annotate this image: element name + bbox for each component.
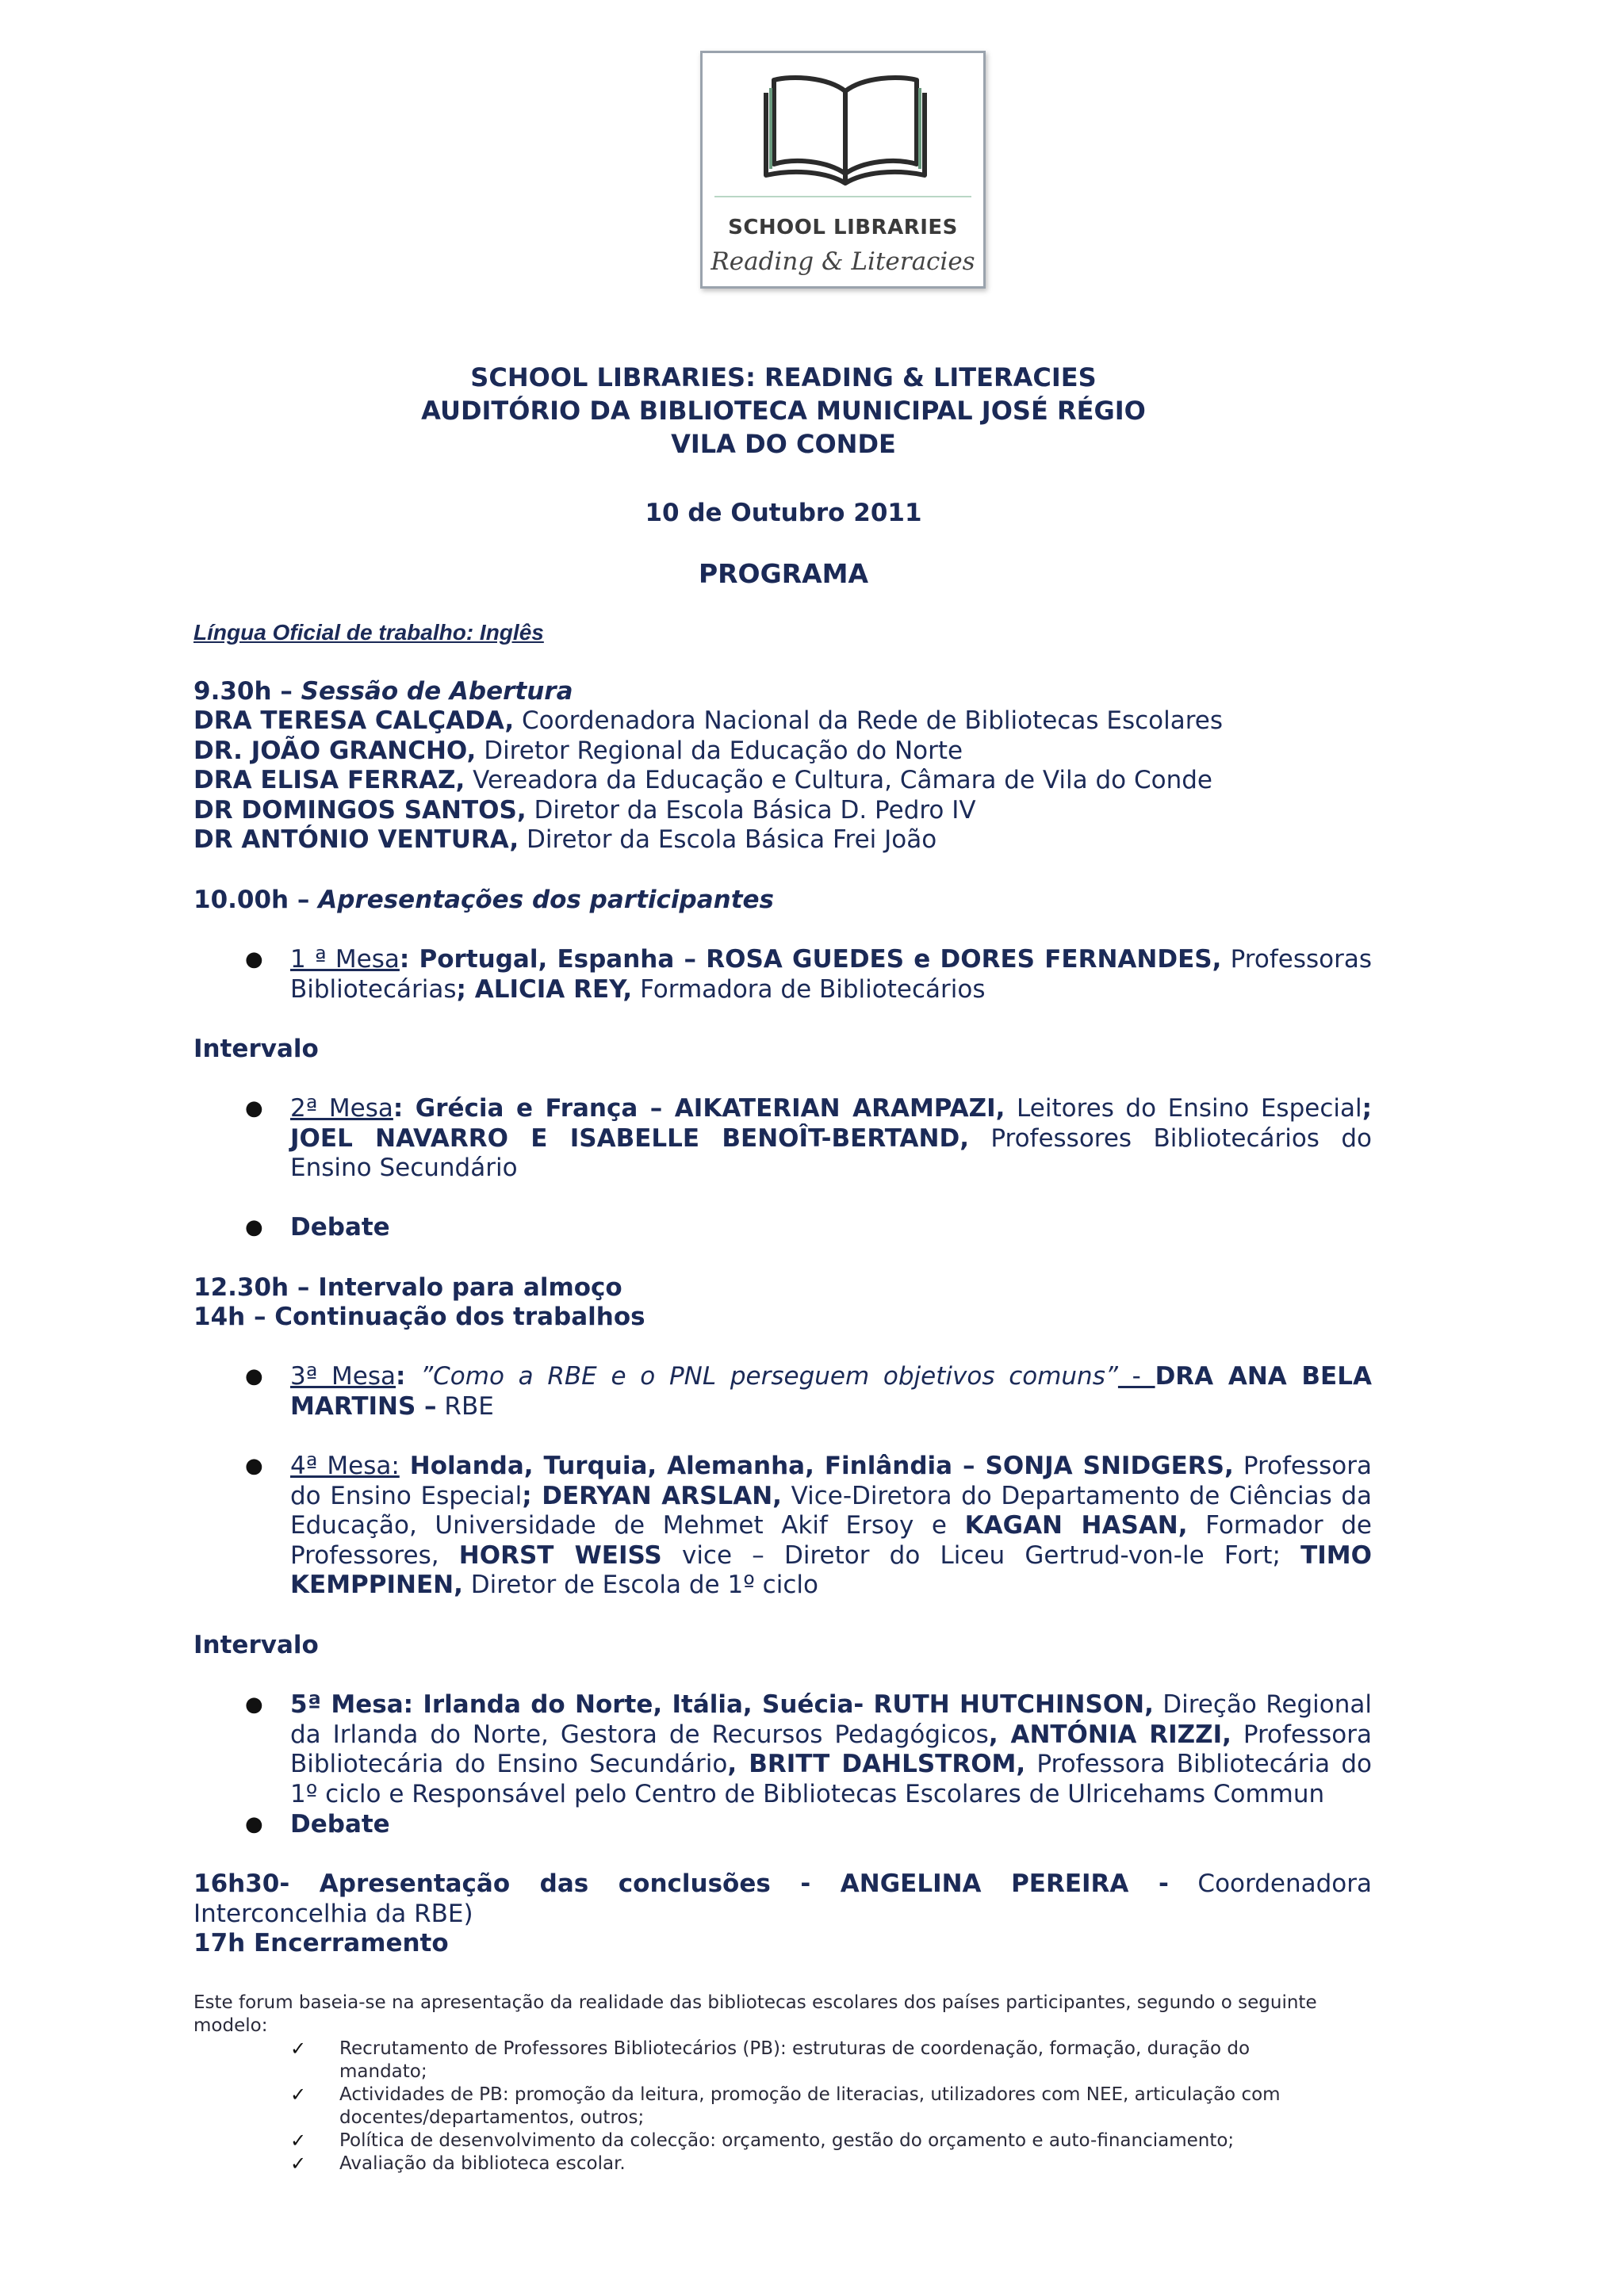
footer-intro: modelo: [193,2015,268,2036]
mesa-text: HORST WEISS [458,1540,662,1570]
mesa-3-item [290,1362,1372,1422]
mesa-text: Ensino Secundário [290,1154,518,1183]
footer-intro: Este forum baseia-se na apresentação da realidade das bibliotecas escolares dos países participantes, segundo o seguinte [193,1992,1317,2013]
mesa-text: Bibliotecárias [290,974,457,1004]
bullet-icon: ● [245,1215,263,1239]
mesa-text: Professores Bibliotecários do [968,1123,1372,1153]
checkmark-icon: ✓ [290,2038,307,2060]
mesa-text: Formadora de Bibliotecários [632,974,986,1004]
mesa-text: JOEL NAVARRO E ISABELLE BENOÎT-BERTAND, [290,1123,969,1153]
mesa-text: Professores, [290,1540,459,1570]
footer-list-item: Política de desenvolvimento da colecção: orçamento, gestão do orçamento e auto-financiamento; [339,2130,1235,2151]
bullet-icon: ● [245,1096,263,1120]
opening-speaker [193,766,1212,796]
footer-list-item: Actividades de PB: promoção da leitura, promoção de literacias, utilizadores com NEE, articulação com [339,2084,1281,2105]
conclusions-text: Interconcelhia da RBE) [193,1899,473,1928]
mesa-text: - [1117,1362,1155,1391]
logo-title: SCHOOL LIBRARIES [728,216,958,239]
opening-speaker [193,796,976,826]
school-libraries-logo [700,51,986,289]
interval-label: Intervalo [193,1631,319,1659]
mesa-label: 3ª Mesa [290,1362,396,1391]
mesa-text: Professora Bibliotecária do [1025,1750,1372,1779]
mesa-label: 4ª Mesa: [290,1452,400,1480]
event-title: SCHOOL LIBRARIES: READING & LITERACIES [470,362,1097,392]
mesa-text: ; [1362,1094,1372,1123]
speaker-name: DRA TERESA CALÇADA, [193,706,515,735]
interval-label: Intervalo [193,1035,319,1063]
speaker-role: Vereadora da Educação e Cultura, Câmara de Vila do Conde [465,766,1212,794]
mesa-text: KEMPPINEN, [290,1571,463,1600]
checkmark-icon: ✓ [290,2152,307,2175]
mesa-text: vice – Diretor do Liceu Gertrud-von-le Fort; [661,1540,1301,1570]
mesa-text: Professora [1233,1452,1372,1480]
conclusions-text: 16h30- Apresentação das conclusões - ANGELINA PEREIRA - [193,1869,1169,1898]
footer-list-item: Avaliação da biblioteca escolar. [339,2153,626,2174]
mesa-text: KAGAN HASAN, [964,1511,1188,1540]
mesa-text: Leitores do Ensino Especial [1005,1094,1362,1123]
event-date: 10 de Outubro 2011 [645,499,922,527]
mesa-text: Bibliotecária do Ensino Secundário [290,1750,728,1779]
mesa-text: Professora [1231,1720,1373,1749]
opening-title: Sessão de Abertura [301,677,573,706]
mesa-text: Holanda, Turquia, Alemanha, Finlândia – SONJA SNIDGERS, [399,1452,1234,1480]
mesa-text: , ANTÓNIA RIZZI, [988,1720,1231,1749]
bullet-icon: ● [245,947,263,971]
presentations-time: 10.00h – [193,886,319,914]
speaker-role: Diretor da Escola Básica D. Pedro IV [526,796,976,825]
mesa-4-item [290,1452,1372,1601]
closing-item: 17h Encerramento [193,1929,449,1957]
speaker-role: Diretor da Escola Básica Frei João [519,825,937,854]
bullet-icon: ● [245,1364,263,1388]
debate-item: Debate [290,1213,390,1242]
speaker-role: Coordenadora Nacional da Rede de Bibliotecas Escolares [514,706,1223,735]
mesa-text: ; ALICIA REY, [456,974,633,1004]
mesa-text: MARTINS – [290,1391,437,1421]
debate-item: Debate [290,1810,390,1839]
venue-title: AUDITÓRIO DA BIBLIOTECA MUNICIPAL JOSÉ RÉGIO [421,396,1146,426]
mesa-text: TIMO [1300,1540,1372,1570]
mesa-label: 2ª Mesa [290,1094,393,1123]
mesa-5-item [290,1690,1372,1809]
opening-speaker [193,737,963,767]
mesa-text: Direção Regional [1153,1690,1372,1719]
mesa-text: Educação, Universidade de Mehmet Akif Ersoy e [290,1511,965,1540]
presentations-title: Apresentações dos participantes [318,886,774,914]
footer-list-item: docentes/departamentos, outros; [339,2107,645,2128]
presentations-heading [193,886,774,916]
lunch-break: 12.30h – Intervalo para almoço [193,1273,622,1302]
mesa-quote: ”Como a RBE e o PNL perseguem objetivos comuns” [420,1362,1118,1391]
mesa-text: Formador de [1187,1511,1372,1540]
mesa-text: da Irlanda do Norte, Gestora de Recursos Pedagógicos [290,1720,989,1749]
bullet-icon: ● [245,1454,263,1478]
conclusions-text: Coordenadora [1168,1869,1372,1898]
checkmark-icon: ✓ [290,2084,307,2106]
footer-list-item: Recrutamento de Professores Bibliotecários (PB): estruturas de coordenação, formação, duração do [339,2038,1251,2059]
checkmark-icon: ✓ [290,2130,307,2152]
mesa-text: : [396,1362,421,1391]
opening-session-heading [193,677,573,707]
mesa-2-item [290,1094,1372,1184]
mesa-text: : Grécia e França – AIKATERIAN ARAMPAZI, [393,1094,1005,1123]
opening-speaker [193,825,936,855]
programa-heading: PROGRAMA [698,558,869,589]
footer-list-item: mandato; [339,2061,427,2082]
mesa-label: 1 ª Mesa [290,945,400,974]
official-language-note: Língua Oficial de trabalho: Inglês [193,620,544,645]
city-title: VILA DO CONDE [671,429,896,459]
continuation: 14h – Continuação dos trabalhos [193,1303,645,1331]
mesa-text: , BRITT DAHLSTROM, [727,1750,1026,1779]
speaker-name: DRA ELISA FERRAZ, [193,766,465,794]
speaker-name: DR DOMINGOS SANTOS, [193,796,527,825]
mesa-text: Professoras [1221,945,1372,974]
bullet-icon: ● [245,1812,263,1836]
mesa-text: 5ª Mesa: Irlanda do Norte, Itália, Suécia- RUTH HUTCHINSON, [290,1690,1154,1719]
mesa-text: : Portugal, Espanha – ROSA GUEDES e DORES FERNANDES, [399,945,1222,974]
speaker-name: DR. JOÃO GRANCHO, [193,737,477,765]
mesa-text: do Ensino Especial [290,1481,523,1510]
opening-speaker [193,706,1223,737]
bullet-icon: ● [245,1693,263,1716]
speaker-name: DR ANTÓNIO VENTURA, [193,825,519,854]
mesa-1-item [290,945,1372,1004]
mesa-text: DRA ANA BELA [1155,1362,1372,1391]
speaker-role: Diretor Regional da Educação do Norte [476,737,963,765]
opening-time: 9.30h – [193,677,301,706]
logo-subtitle: Reading & Literacies [710,247,975,276]
mesa-text: RBE [436,1391,494,1421]
mesa-text: 1º ciclo e Responsável pelo Centro de Bibliotecas Escolares de Ulricehams Commun [290,1779,1325,1808]
conclusions-item [193,1869,1372,1929]
open-book-icon [760,69,931,188]
logo-divider [714,196,971,197]
mesa-text: Vice-Diretora do Departamento de Ciências da [781,1481,1373,1510]
mesa-text: Diretor de Escola de 1º ciclo [462,1571,818,1600]
mesa-text: ; DERYAN ARSLAN, [522,1481,782,1510]
